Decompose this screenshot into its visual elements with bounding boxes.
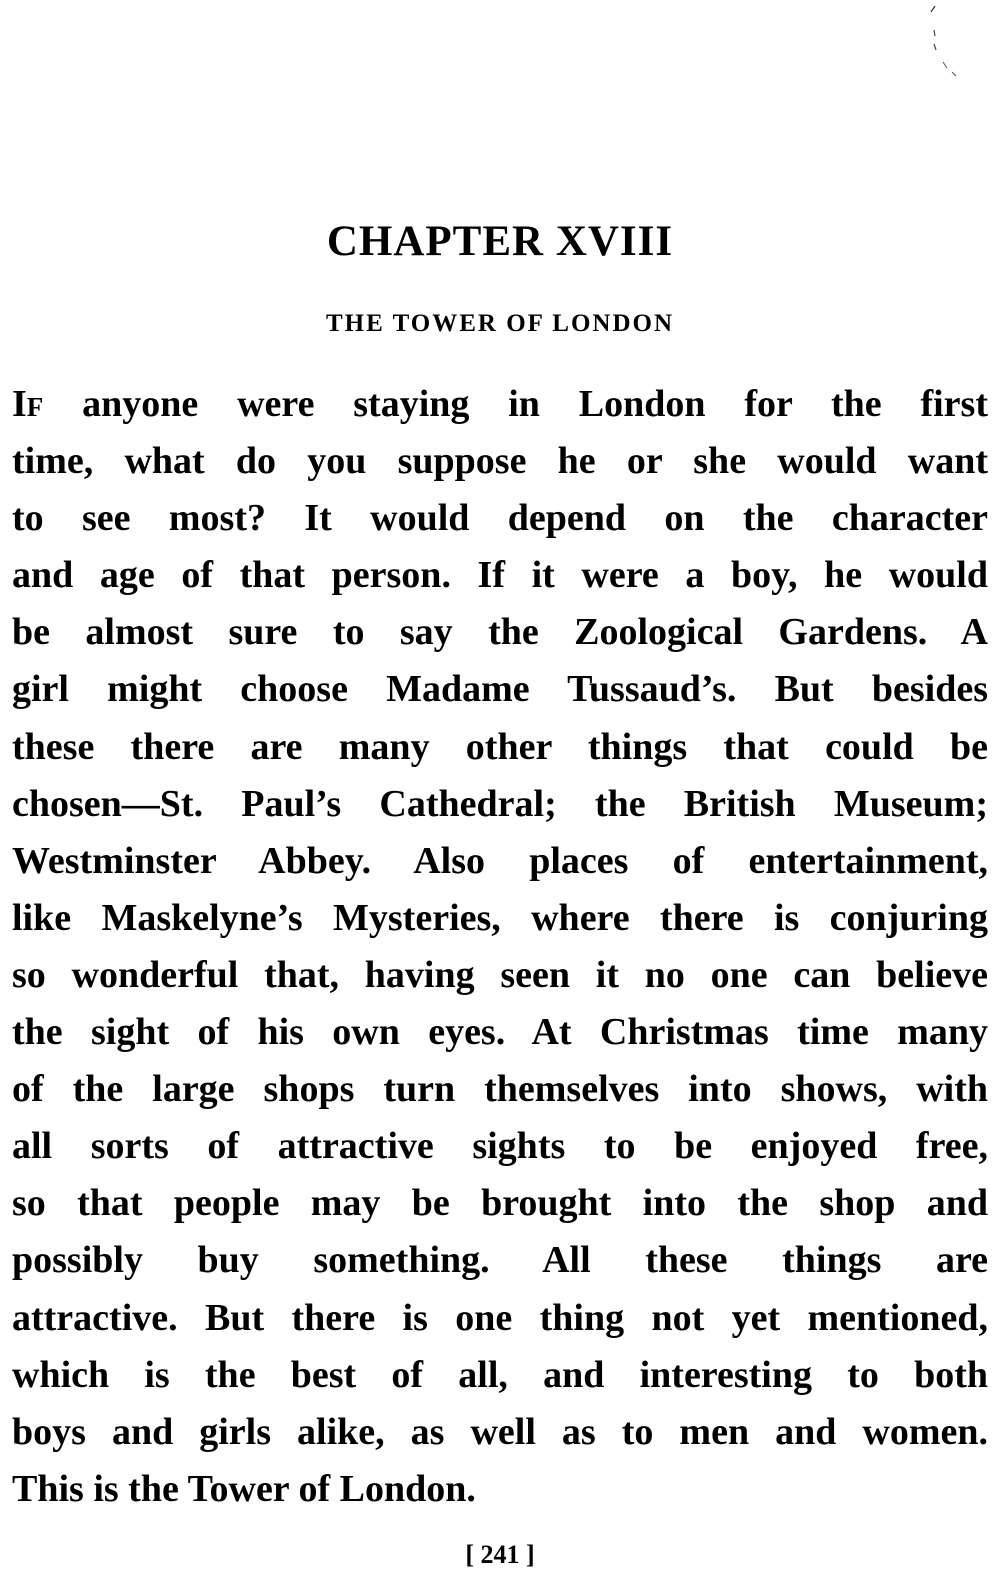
text-line-11: so wonderful that, having seen it no one can believe: [12, 953, 988, 996]
text-line-10: like Maskelyne’s Mysteries, where there is conjuring: [12, 896, 988, 939]
text-line-15: so that people may be brought into the shop and: [12, 1182, 988, 1225]
text-line-2: time, what do you suppose he or she would want: [12, 440, 988, 483]
text-line-5: be almost sure to say the Zoological Gardens. A: [12, 611, 988, 654]
text-line-1: If anyone were staying in London for the first: [12, 383, 988, 425]
text-line-3: to see most? It would depend on the character: [12, 497, 988, 540]
text-line-4: and age of that person. If it were a boy, he would: [12, 554, 988, 597]
text-line-14: all sorts of attractive sights to be enjoyed free,: [12, 1125, 988, 1168]
page-number: [ 241 ]: [465, 1540, 535, 1569]
chapter-subtitle: THE TOWER OF LONDON: [325, 310, 674, 337]
text-line-13: of the large shops turn themselves into shows, with: [12, 1068, 988, 1111]
text-line-6: girl might choose Madame Tussaud’s. But besides: [12, 668, 988, 711]
text-line-18: which is the best of all, and interesting to both: [12, 1353, 988, 1396]
text-line-17: attractive. But there is one thing not yet mentioned,: [12, 1296, 988, 1339]
text-line-19: boys and girls alike, as well as to men and women.: [12, 1410, 988, 1453]
chapter-heading: CHAPTER XVIII: [326, 218, 674, 265]
text-line-12: the sight of his own eyes. At Christmas time many: [12, 1011, 988, 1054]
text-line-8: chosen—St. Paul’s Cathedral; the British Museum;: [12, 782, 988, 825]
text-line-7: these there are many other things that could be: [12, 725, 988, 768]
scan-edge-mark: [925, 4, 965, 84]
text-line-9: Westminster Abbey. Also places of entertainment,: [12, 839, 988, 882]
first-word: If: [12, 383, 44, 425]
text-line-20: This is the Tower of London.: [12, 1467, 476, 1510]
body-paragraph: [12, 376, 988, 1518]
text-line-16: possibly buy something. All these things are: [12, 1239, 988, 1282]
